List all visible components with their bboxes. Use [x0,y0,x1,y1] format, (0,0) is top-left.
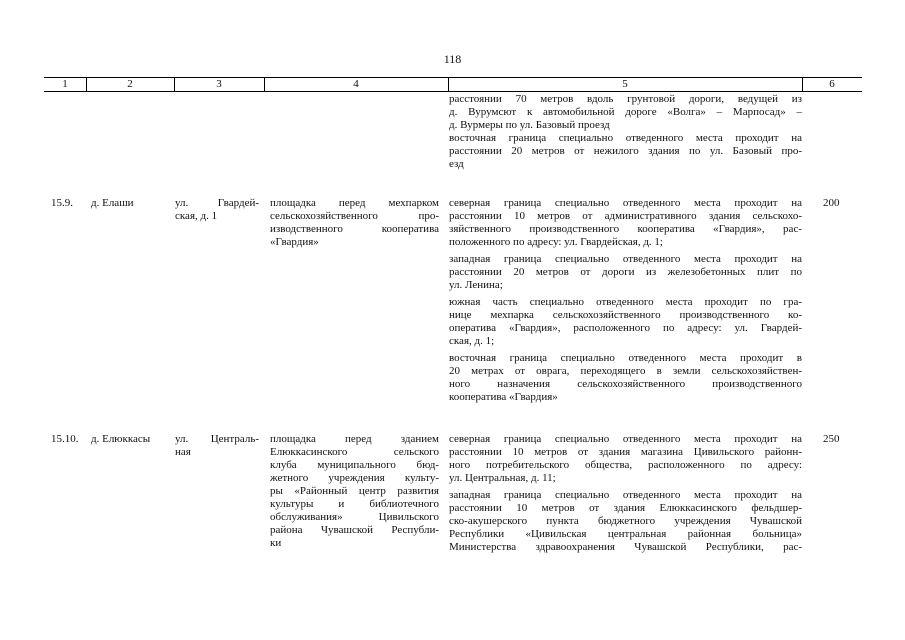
boundary-line: ул. Ленина; [449,279,503,291]
place-line: культуры и библиотечного [270,498,439,510]
row-count: 250 [823,433,840,445]
boundary-line: ного назначения сельскохозяйственного производственного [449,378,802,390]
row-number: 15.10. [51,433,79,445]
address-line: ул. Гвардей- [175,197,259,209]
place-line: клуба муниципального бюд- [270,459,439,471]
header-col-6: 6 [829,78,835,90]
boundary-line: западная граница специально отведенного места проходит на [449,253,802,265]
continuation-line: д. Вурумсют к автомобильной дороге «Волга» – Марпосад» – [449,106,802,118]
place-line: сельскохозяйственного про- [270,210,439,222]
boundary-line: ного потребительского общества, расположенного по адресу: [449,459,802,471]
header-col-3: 3 [216,78,222,90]
place-line: ры «Районный центр развития [270,485,439,497]
boundary-line: южная часть специально отведенного места проходит по гра- [449,296,802,308]
row-number: 15.9. [51,197,73,209]
continuation-line: езд [449,158,464,170]
header-col-5: 5 [622,78,628,90]
place-line: изводственного кооператива [270,223,439,235]
boundary-line: ул. Центральная, д. 11; [449,472,556,484]
header-col-4: 4 [353,78,359,90]
place-line: обслуживания» Цивильского [270,511,439,523]
address-line: ул. Централь- [175,433,259,445]
boundary-line: ско-акушерского пункта бюджетного учреждения Чувашской [449,515,802,527]
boundary-line: положенного по адресу: ул. Гвардейская, д. 1; [449,236,663,248]
boundary-line: расстоянии 10 метров от административного здания сельскохо- [449,210,802,222]
boundary-line: Министерства здравоохранения Чувашской Республики, рас- [449,541,802,553]
row-count: 200 [823,197,840,209]
boundary-line: кооператива «Гвардия» [449,391,558,403]
address-line: ская, д. 1 [175,210,218,222]
place-line: площадка перед мехпарком [270,197,439,209]
boundary-line: расстоянии 10 метров от здания Елюккасинского фельдшер- [449,502,802,514]
place-line: «Гвардия» [270,236,319,248]
place-line: площадка перед зданием [270,433,439,445]
boundary-line: зяйственного производственного кооператива «Гвардия», рас- [449,223,802,235]
page-number: 118 [443,52,462,66]
place-line: ки [270,537,282,549]
continuation-line: расстоянии 70 метров вдоль грунтовой дороги, ведущей из [449,93,802,105]
boundary-line: северная граница специально отведенного места проходит на [449,197,802,209]
settlement-name: д. Елаши [91,197,134,209]
boundary-line: западная граница специально отведенного места проходит на [449,489,802,501]
settlement-name: д. Елюккасы [91,433,151,445]
boundary-line: расстоянии 20 метров от дороги из железобетонных плит по [449,266,802,278]
boundary-line: нице мехпарка сельскохозяйственного производственного ко- [449,309,802,321]
continuation-line: восточная граница специально отведенного места проходит на [449,132,802,144]
place-line: жетного учреждения культу- [270,472,439,484]
boundary-line: северная граница специально отведенного места проходит на [449,433,802,445]
header-col-2: 2 [127,78,133,90]
table-header [44,77,862,92]
boundary-line: ская, д. 1; [449,335,495,347]
place-line: Елюккасинского сельского [270,446,439,458]
boundary-line: Республики «Цивильская центральная районная больница» [449,528,802,540]
boundary-line: оператива «Гвардия», расположенного по адресу: ул. Гвардей- [449,322,802,334]
continuation-line: д. Вурмеры по ул. Базовый проезд [449,119,610,131]
place-line: района Чувашской Республи- [270,524,439,536]
boundary-line: расстоянии 10 метров от здания магазина Цивильского районн- [449,446,802,458]
boundary-line: 20 метрах от оврага, переходящего в земли сельскохозяйствен- [449,365,802,377]
boundary-line: восточная граница специально отведенного места проходит в [449,352,802,364]
address-line: ная [175,446,191,458]
continuation-line: расстоянии 20 метров от нежилого здания по ул. Базовый про- [449,145,802,157]
header-col-1: 1 [62,78,68,90]
